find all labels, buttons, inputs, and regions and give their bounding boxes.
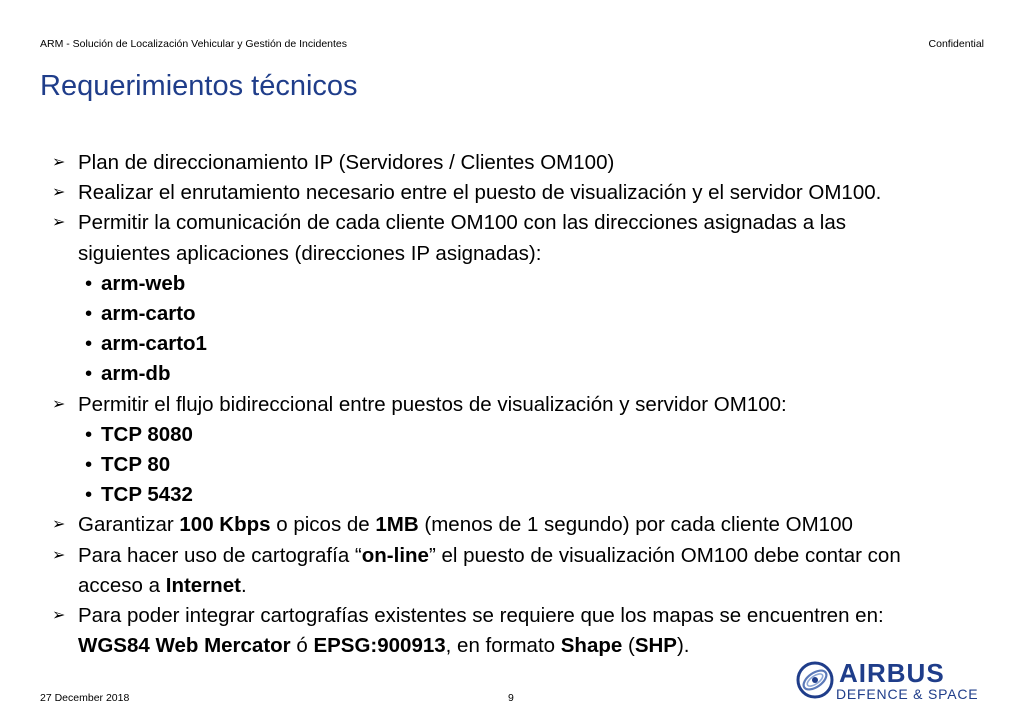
peak-value: 1MB bbox=[375, 513, 419, 537]
bullet-item bbox=[52, 208, 992, 238]
bullet-text bbox=[78, 541, 901, 571]
sub-bullet-item bbox=[85, 420, 992, 450]
app-name: arm-db bbox=[101, 362, 171, 386]
text-run: ” el puesto de visualización OM100 debe contar con bbox=[428, 543, 901, 567]
app-name: arm-carto1 bbox=[101, 332, 207, 356]
bullet-text bbox=[78, 631, 690, 661]
text-run: ( bbox=[622, 634, 635, 658]
bullet-item bbox=[52, 601, 992, 631]
arrow-bullet-icon: ➢ bbox=[52, 546, 66, 564]
logo-wordmark: AIRBUS bbox=[839, 658, 945, 688]
bullet-text: Permitir el flujo bidireccional entre puestos de visualización y servidor OM100: bbox=[78, 392, 787, 416]
text-run: ó bbox=[290, 634, 314, 658]
text-run: Garantizar bbox=[78, 513, 180, 537]
bullet-text bbox=[78, 571, 247, 601]
epsg-term: EPSG:900913 bbox=[313, 634, 446, 658]
projection-term: WGS84 Web Mercator bbox=[78, 634, 291, 658]
port-name: TCP 80 bbox=[101, 453, 171, 477]
bullet-text bbox=[78, 510, 853, 540]
port-name: TCP 5432 bbox=[101, 483, 193, 507]
text-run: , en formato bbox=[445, 634, 561, 658]
dot-bullet-icon: • bbox=[85, 362, 93, 386]
text-run: acceso a bbox=[78, 573, 166, 597]
bullet-item bbox=[52, 390, 992, 420]
arrow-bullet-icon: ➢ bbox=[52, 154, 66, 171]
bullet-item bbox=[52, 510, 992, 540]
arrow-bullet-icon: ➢ bbox=[52, 607, 66, 625]
bullet-text: Plan de direccionamiento IP (Servidores / Clientes OM100) bbox=[78, 151, 615, 174]
sub-bullet-item bbox=[85, 329, 992, 359]
dot-bullet-icon: • bbox=[85, 332, 93, 356]
dot-bullet-icon: • bbox=[85, 302, 93, 326]
sub-bullet-item bbox=[85, 269, 992, 299]
text-run: (menos de 1 segundo) por cada cliente OM100 bbox=[418, 513, 853, 537]
bullet-item bbox=[52, 541, 992, 571]
app-name: arm-carto bbox=[101, 302, 196, 326]
sub-bullet-item bbox=[85, 299, 992, 329]
footer-date: 27 December 2018 bbox=[40, 692, 130, 704]
bullet-item bbox=[52, 148, 992, 178]
sub-bullet-item bbox=[85, 480, 992, 510]
text-run: ). bbox=[676, 634, 690, 658]
dot-bullet-icon: • bbox=[85, 271, 93, 295]
dot-bullet-icon: • bbox=[85, 422, 93, 446]
format-term: Shape bbox=[560, 634, 623, 658]
slide-content bbox=[52, 148, 992, 661]
dot-bullet-icon: • bbox=[85, 483, 93, 507]
bullet-continuation bbox=[52, 239, 992, 269]
app-name: arm-web bbox=[101, 271, 186, 295]
airbus-logo bbox=[795, 656, 990, 706]
bullet-item bbox=[52, 178, 992, 208]
bullet-continuation bbox=[52, 571, 992, 601]
bullet-text: Para poder integrar cartografías existentes se requiere que los mapas se encuentren en: bbox=[78, 604, 884, 628]
dot-bullet-icon: • bbox=[85, 453, 93, 477]
arrow-bullet-icon: ➢ bbox=[52, 395, 66, 413]
port-name: TCP 8080 bbox=[101, 422, 193, 446]
internet-term: Internet bbox=[165, 573, 241, 597]
page-number: 9 bbox=[508, 692, 514, 704]
text-run: Para hacer uso de cartografía “ bbox=[78, 543, 362, 567]
header-confidential: Confidential bbox=[928, 38, 984, 50]
format-abbrev: SHP bbox=[634, 634, 677, 658]
text-run: . bbox=[240, 573, 247, 597]
arrow-bullet-icon: ➢ bbox=[52, 516, 66, 534]
bullet-text: Permitir la comunicación de cada cliente OM100 con las direcciones asignadas a las bbox=[78, 211, 847, 235]
text-run: o picos de bbox=[270, 513, 376, 537]
online-term: on-line bbox=[361, 543, 429, 567]
arrow-bullet-icon: ➢ bbox=[52, 184, 66, 202]
bandwidth-value: 100 Kbps bbox=[179, 513, 271, 537]
logo-subtitle: DEFENCE & SPACE bbox=[836, 686, 979, 702]
sub-bullet-item bbox=[85, 450, 992, 480]
bullet-text: Realizar el enrutamiento necesario entre el puesto de visualización y el servidor OM100. bbox=[78, 181, 882, 205]
arrow-bullet-icon: ➢ bbox=[52, 214, 66, 232]
airbus-orbit-icon bbox=[795, 660, 835, 700]
header-left-text: ARM - Solución de Localización Vehicular y Gestión de Incidentes bbox=[40, 38, 348, 50]
sub-bullet-item bbox=[85, 359, 992, 389]
page-title: Requerimientos técnicos bbox=[40, 70, 358, 102]
bullet-text: siguientes aplicaciones (direcciones IP asignadas): bbox=[78, 241, 542, 265]
